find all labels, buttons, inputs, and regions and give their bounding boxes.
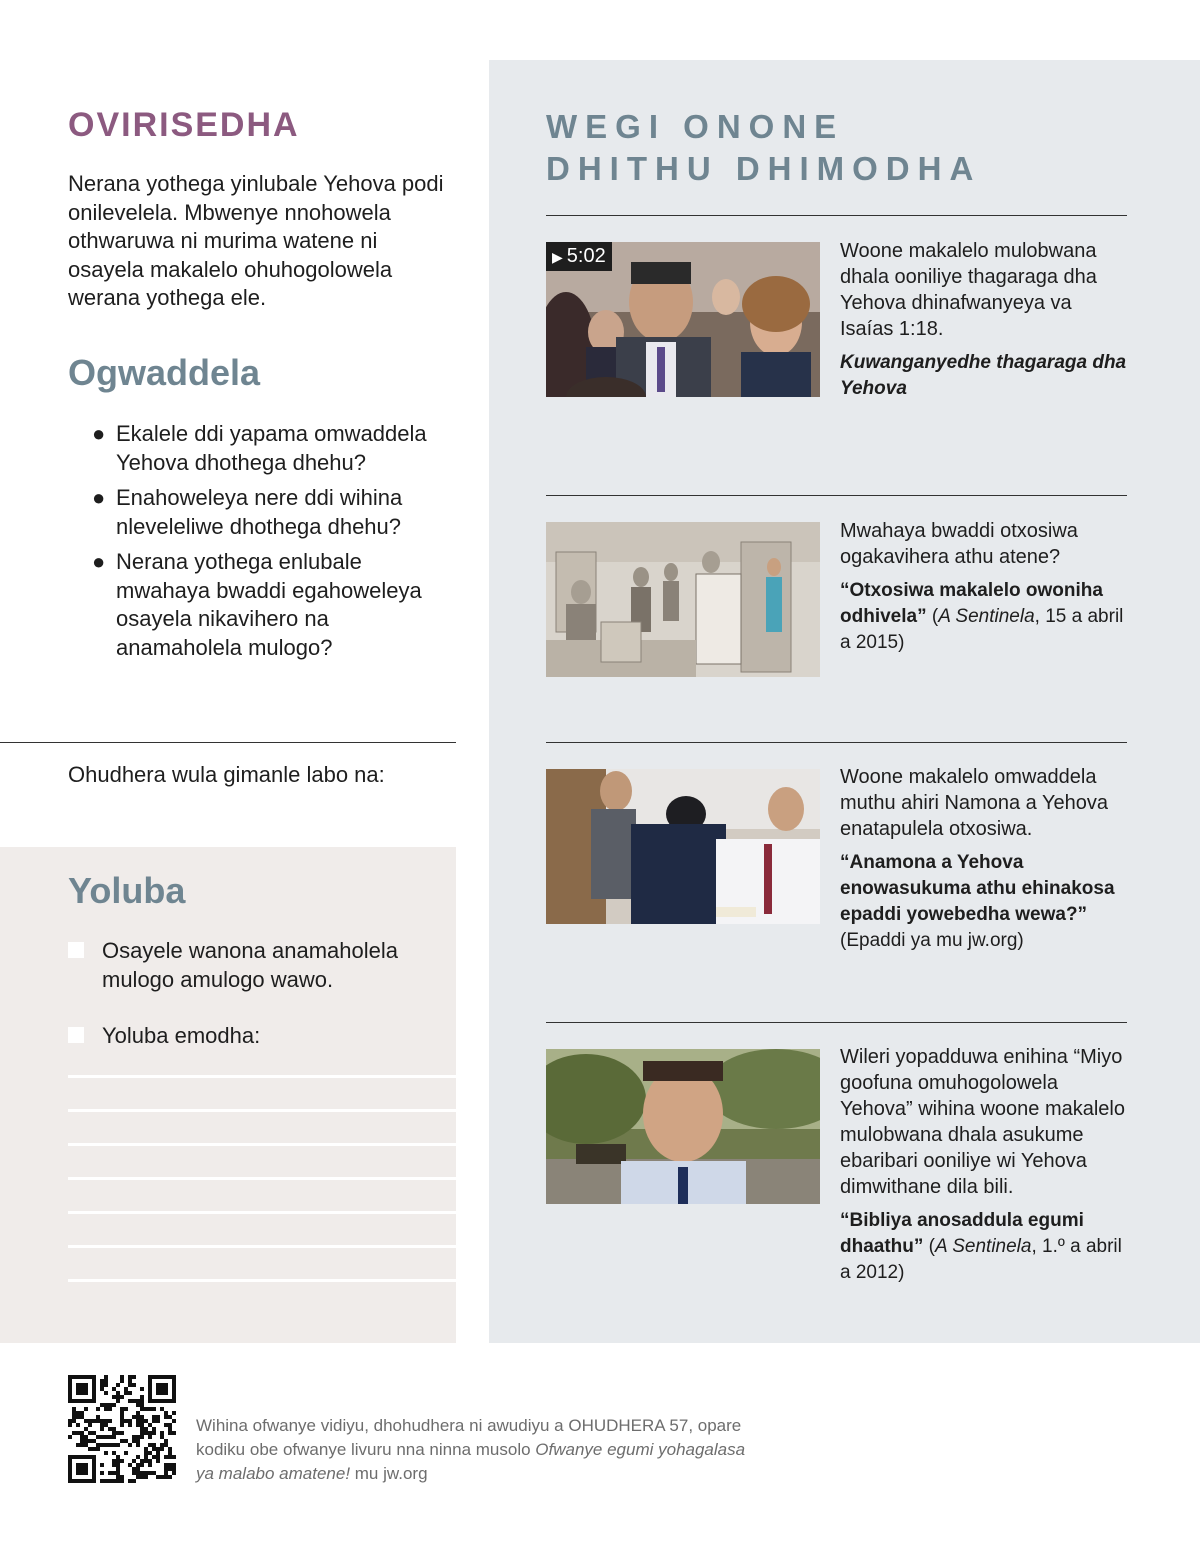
item-source[interactable]: “Anamona a Yehova enowasukuma athu ehinakosa epaddi yowebedha wewa?” (Epaddi ya mu jw.org): [840, 852, 1115, 951]
item-description: Woone makalelo mulobwana dhala ooniliye thagaraga dha Yehova dhinafwanyeya va Isaías 1:18.: [840, 240, 1097, 340]
footer-note: Wihina ofwanye vidiyu, dhohudhera ni awudiyu a OHUDHERA 57, opare kodiku obe ofwanye livuru nna ninna musolo Ofwanye egumi yohagalasa ya malabo amatene! mu jw.org: [196, 1416, 746, 1483]
writing-line[interactable]: [68, 1245, 456, 1248]
goal-checkbox-item[interactable]: [68, 1022, 448, 1051]
writing-line[interactable]: [68, 1279, 456, 1282]
bullet-icon: ●: [92, 485, 106, 510]
review-title: OVIRISEDHA: [68, 106, 300, 144]
discover-item: [840, 1044, 1130, 1294]
item-description: Woone makalelo omwaddela muthu ahiri Namona a Yehova enatapulela otxosiwa.: [840, 766, 1108, 840]
goal-item-label: Yoluba emodha:: [102, 1023, 261, 1048]
question-item: ● Ekalele ddi yapama omwaddela Yehova dhothega dhehu?: [92, 421, 427, 475]
writing-line[interactable]: [68, 1109, 456, 1112]
divider: [546, 215, 1127, 216]
writing-line[interactable]: [68, 1211, 456, 1214]
checkbox-icon[interactable]: [68, 942, 84, 958]
writing-line[interactable]: [68, 1075, 456, 1078]
divider: [0, 742, 456, 743]
checkbox-icon[interactable]: [68, 1027, 84, 1043]
discover-item: [840, 238, 1130, 410]
article-thumbnail[interactable]: [546, 522, 820, 677]
question-list: [92, 420, 452, 669]
item-source[interactable]: “Bibliya anosaddula egumi dhaathu” (A Sentinela, 1.º a abril a 2012): [840, 1210, 1122, 1283]
article-thumbnail[interactable]: [546, 1049, 820, 1204]
item-description: Wileri yopadduwa enihina “Miyo goofuna omuhogolowela Yehova” wihina woone makalelo mulobwana dhala asukume ebaribari ooniliye wi Yehova dimwithane dila bili.: [840, 1046, 1125, 1198]
goal-panel: [0, 847, 456, 1343]
discover-item: [840, 518, 1130, 664]
writing-line[interactable]: [68, 1143, 456, 1146]
divider: [546, 495, 1127, 496]
video-thumbnail[interactable]: [546, 242, 820, 397]
discover-item: [840, 764, 1130, 962]
bullet-icon: ●: [92, 421, 106, 446]
review-text: Nerana yothega yinlubale Yehova podi onilevelela. Mbwenye nnohowela othwaruwa ni murima watene ni osayela makalelo ohuhogolowela werana yothega ele.: [68, 171, 444, 310]
play-icon: ▶: [552, 249, 563, 265]
bullet-icon: ●: [92, 549, 106, 574]
duration-badge: ▶ 5:02: [546, 242, 612, 271]
discover-title: WEGI ONONE DHITHU DHIMODHA: [546, 108, 982, 187]
qr-code-icon[interactable]: [68, 1375, 176, 1483]
item-source[interactable]: “Otxosiwa makalelo owoniha odhivela” (A Sentinela, 15 a abril a 2015): [840, 580, 1124, 653]
item-description: Mwahaya bwaddi otxosiwa ogakavihera athu atene?: [840, 520, 1078, 568]
goal-title: Yoluba: [68, 870, 186, 911]
summary-title: Ogwaddela: [68, 352, 261, 393]
question-item: ● Enahoweleya nere ddi wihina nleveleliwe dhothega dhehu?: [92, 485, 403, 539]
divider: [546, 742, 1127, 743]
item-source[interactable]: Kuwanganyedhe thagaraga dha Yehova: [840, 352, 1127, 399]
writing-line[interactable]: [68, 1177, 456, 1180]
question-item: ● Nerana yothega enlubale mwahaya bwaddi egahoweleya osayela nikavihero na anamaholela mulogo?: [92, 549, 422, 660]
article-thumbnail[interactable]: [546, 769, 820, 924]
goal-item-label: Osayele wanona anamaholela mulogo amulogo wawo.: [102, 938, 398, 992]
goal-checkbox-item[interactable]: [68, 937, 448, 994]
completed-date-label: Ohudhera wula gimanle labo na:: [68, 762, 385, 787]
divider: [546, 1022, 1127, 1023]
